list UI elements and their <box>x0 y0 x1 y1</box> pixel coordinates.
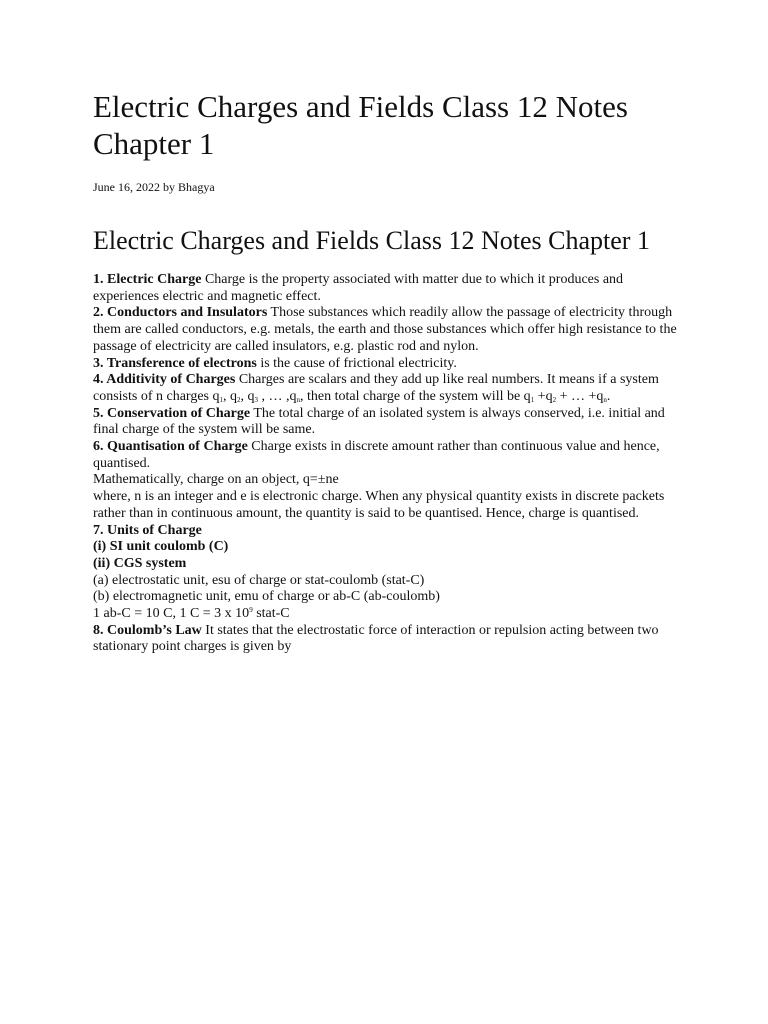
section-text: is the cause of frictional electricity. <box>256 355 457 371</box>
section-text: , … ,q <box>258 388 297 404</box>
si-unit: (i) SI unit coulomb (C) <box>93 539 229 555</box>
section-text: It states that the electrostatic force of interaction or repulsion acting between two stationary point charges is given by <box>93 622 659 655</box>
cgs-system: (ii) CGS system <box>93 555 187 571</box>
section-quantisation <box>93 439 683 472</box>
superscript: 9 <box>249 606 253 615</box>
subscript: 1 <box>219 395 223 404</box>
section-text: The total charge of an isolated system is always conserved, i.e. initial and final charge of the system will be same. <box>93 405 665 438</box>
section-heading: 7. Units of Charge <box>93 522 202 538</box>
section-heading: 6. Quantisation of Charge <box>93 439 248 455</box>
section-text: Charge exists in discrete amount rather than continuous value and hence, quantised. <box>93 439 660 471</box>
section-heading: 4. Additivity of Charges <box>93 372 236 388</box>
section-text: Charges are scalars and they add up like real numbers. It means if a system consists of n charges q <box>93 372 659 404</box>
relation-text: stat-C <box>252 606 290 622</box>
subscript: 2 <box>237 395 241 404</box>
subscript: 2 <box>552 395 557 404</box>
section-additivity <box>93 372 683 405</box>
section-heading: 8. Coulomb’s Law <box>93 622 202 638</box>
subscript: n <box>296 395 300 404</box>
section-transference-electrons <box>93 356 683 373</box>
section-units <box>93 523 683 540</box>
section-conductors-insulators <box>93 305 683 355</box>
esu-line: (a) electrostatic unit, esu of charge or stat-coulomb (stat-C) <box>93 572 425 588</box>
post-author[interactable]: Bhagya <box>178 180 215 194</box>
section-heading: 2. Conductors and Insulators <box>93 305 268 321</box>
section-text: where, n is an integer and e is electronic charge. When any physical quantity exists in discrete packets rather than in continuous amount, the quantity is said to be quantised. Hence, charge is quantised. <box>93 489 665 521</box>
section-coulombs-law <box>93 623 683 656</box>
section-text: Those substances which readily allow the passage of electricity through them are called conductors, e.g. metals, the earth and those substances which offer high resistance to the passage of electricity are called insulators, e.g. plastic rod and nylon. <box>93 305 677 354</box>
section-text: Charge is the property associated with matter due to which it produces and experiences electric and magnetic effect. <box>93 272 624 304</box>
relation-text: 1 ab-C = 10 C, 1 C = 3 x 10 <box>93 606 250 622</box>
subscript: 3 <box>254 395 258 404</box>
formula-line: Mathematically, charge on an object, q=±ne <box>93 472 339 488</box>
post-meta <box>93 179 683 195</box>
subscript: n <box>603 395 607 404</box>
article <box>93 88 683 656</box>
section-text: , then total charge of the system will be q <box>300 388 531 404</box>
emu-line: (b) electromagnetic unit, emu of charge or ab-C (ab-coulomb) <box>93 589 440 605</box>
article-body <box>93 272 683 656</box>
section-text: , q <box>240 388 255 404</box>
by-label: by <box>163 180 175 194</box>
section-heading: 3. Transference of electrons <box>93 355 257 371</box>
section-heading: 5. Conservation of Charge <box>93 405 251 421</box>
section-electric-charge <box>93 272 683 305</box>
post-date[interactable]: June 16, 2022 <box>93 180 160 194</box>
section-text: +q <box>534 388 553 404</box>
article-heading: Electric Charges and Fields Class 12 Notes Chapter 1 <box>93 226 650 255</box>
section-heading: 1. Electric Charge <box>93 272 202 287</box>
unit-relation <box>93 606 683 623</box>
page-title: Electric Charges and Fields Class 12 Notes Chapter 1 <box>93 89 628 161</box>
section-conservation <box>93 406 683 439</box>
subscript: 1 <box>530 395 535 404</box>
section-text: . <box>606 388 611 404</box>
section-text: , q <box>223 388 237 404</box>
section-text: + … +q <box>556 388 604 404</box>
